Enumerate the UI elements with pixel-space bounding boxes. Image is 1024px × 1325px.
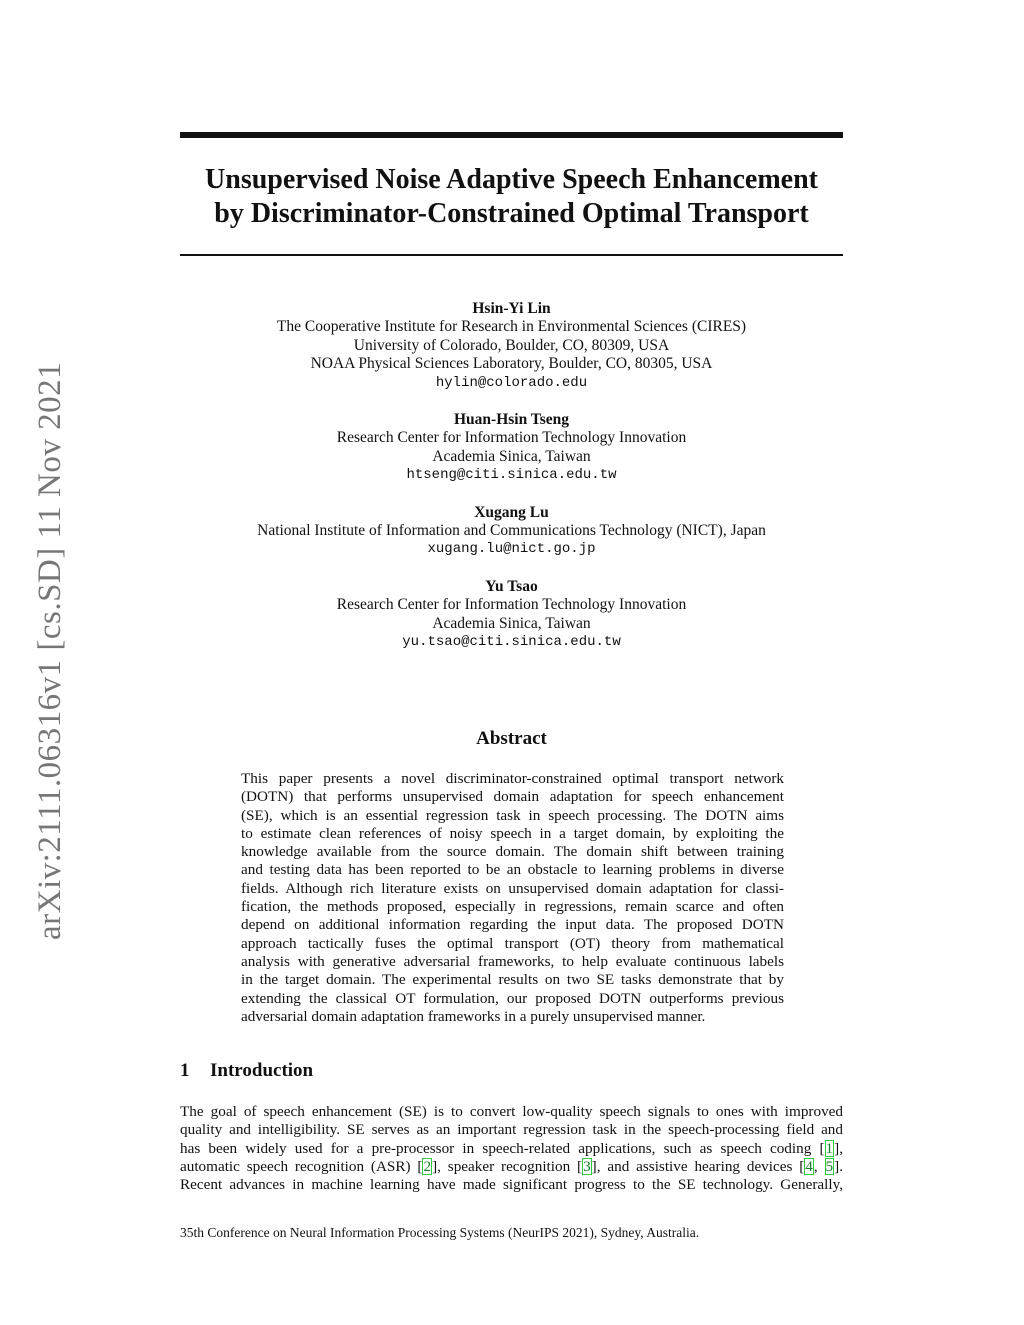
intro-text: ], [834, 1139, 843, 1157]
citation-link[interactable]: 5 [825, 1157, 834, 1175]
abstract-heading: Abstract [476, 728, 547, 749]
arxiv-stamp: arXiv:2111.06316v1 [cs.SD] 11 Nov 2021 [32, 361, 68, 940]
intro-line [180, 1158, 843, 1176]
author-name: Hsin-Yi Lin [472, 300, 551, 317]
author-email[interactable]: htseng@citi.sinica.edu.tw [406, 467, 617, 484]
abstract-line: (SE), which is an essential regression task in speech processing. The DOTN aims [241, 806, 784, 824]
abstract-line: analysis with generative adversarial frameworks, to help evaluate continuous labels [241, 952, 784, 970]
citation-link[interactable]: 3 [583, 1157, 591, 1175]
abstract-line: extending the classical OT formulation, our proposed DOTN outperforms previous [241, 989, 784, 1007]
author-email[interactable]: xugang.lu@nict.go.jp [427, 541, 596, 558]
author-list [180, 300, 843, 671]
intro-text: ]. [834, 1157, 843, 1175]
abstract-body [241, 770, 784, 1026]
title-line-1: Unsupervised Noise Adaptive Speech Enhancement [205, 164, 818, 195]
author-name: Huan-Hsin Tseng [453, 411, 570, 429]
conference-footer: 35th Conference on Neural Information Processing Systems (NeurIPS 2021), Sydney, Australia. [180, 1225, 700, 1240]
introduction-body [180, 1103, 843, 1194]
abstract-line: adversarial domain adaptation frameworks in a purely unsupervised manner. [241, 1007, 706, 1025]
abstract-line: (DOTN) that performs unsupervised domain adaptation for speech enhancement [241, 788, 784, 806]
abstract-line: knowledge available from the source domain. The domain shift between training [241, 843, 784, 861]
author-affiliation: Research Center for Information Technology Innovation [336, 596, 687, 614]
author-email[interactable]: hylin@colorado.edu [435, 374, 588, 391]
author-affiliation: NOAA Physical Sciences Laboratory, Boulder, CO, 80305, USA [310, 355, 713, 373]
title-rule-bottom [180, 254, 843, 256]
citation-link[interactable]: 1 [825, 1139, 834, 1157]
intro-text: ], speaker recognition [ [432, 1157, 583, 1175]
abstract-line: fields. Although rich literature exists on unsupervised domain adaptation for classi- [241, 879, 784, 897]
section-heading-introduction [180, 1060, 313, 1082]
author-name: Yu Tsao [485, 577, 538, 595]
citation-link[interactable]: 4 [805, 1157, 813, 1175]
citation-link[interactable]: 2 [423, 1157, 432, 1175]
author-affiliation: University of Colorado, Boulder, CO, 80309, USA [353, 336, 670, 354]
paper-title [180, 163, 843, 231]
author-block [180, 300, 843, 392]
section-number: 1 [180, 1060, 190, 1081]
author-block [180, 578, 843, 652]
intro-line [180, 1140, 843, 1158]
intro-text: ], and assistive hearing devices [ [591, 1157, 805, 1175]
intro-text: , [813, 1157, 825, 1175]
author-affiliation: Academia Sinica, Taiwan [432, 614, 591, 632]
abstract-line: in the target domain. The experimental results on two SE tasks demonstrate that by [241, 971, 784, 989]
section-title: Introduction [210, 1060, 314, 1081]
abstract-line: approach tactically fuses the optimal transport (OT) theory from mathematical [241, 934, 784, 952]
author-block [180, 411, 843, 485]
title-rule-top [180, 132, 843, 138]
abstract-line: This paper presents a novel discriminator-constrained optimal transport network [241, 770, 784, 787]
author-block [180, 504, 843, 559]
abstract-line: and testing data has been reported to be an obstacle to learning problems in diverse [241, 861, 784, 879]
abstract-line: depend on additional information regarding the input data. The proposed DOTN [241, 916, 784, 934]
abstract-line: fication, the methods proposed, especially in regressions, remain scarce and often [241, 898, 784, 916]
author-name: Xugang Lu [474, 503, 549, 521]
intro-line: Recent advances in machine learning have made significant progress to the SE technology. Generally, [180, 1176, 843, 1194]
intro-line: quality and intelligibility. SE serves as an important regression task in the speech-processing field and [180, 1121, 843, 1139]
author-affiliation: National Institute of Information and Communications Technology (NICT), Japan [257, 522, 766, 540]
intro-text: has been widely used for a pre-processor in speech-related applications, such as speech coding [ [180, 1139, 825, 1157]
author-affiliation: Research Center for Information Technology Innovation [336, 429, 687, 447]
author-affiliation: Academia Sinica, Taiwan [432, 447, 591, 465]
intro-line: The goal of speech enhancement (SE) is to convert low-quality speech signals to ones with improved [180, 1103, 843, 1120]
title-line-2: by Discriminator-Constrained Optimal Transport [214, 198, 809, 229]
abstract-line: to estimate clean references of noisy speech in a target domain, by exploiting the [241, 824, 784, 842]
intro-text: automatic speech recognition (ASR) [ [180, 1157, 423, 1175]
author-affiliation: The Cooperative Institute for Research in Environmental Sciences (CIRES) [276, 318, 747, 336]
author-email[interactable]: yu.tsao@citi.sinica.edu.tw [402, 634, 621, 651]
